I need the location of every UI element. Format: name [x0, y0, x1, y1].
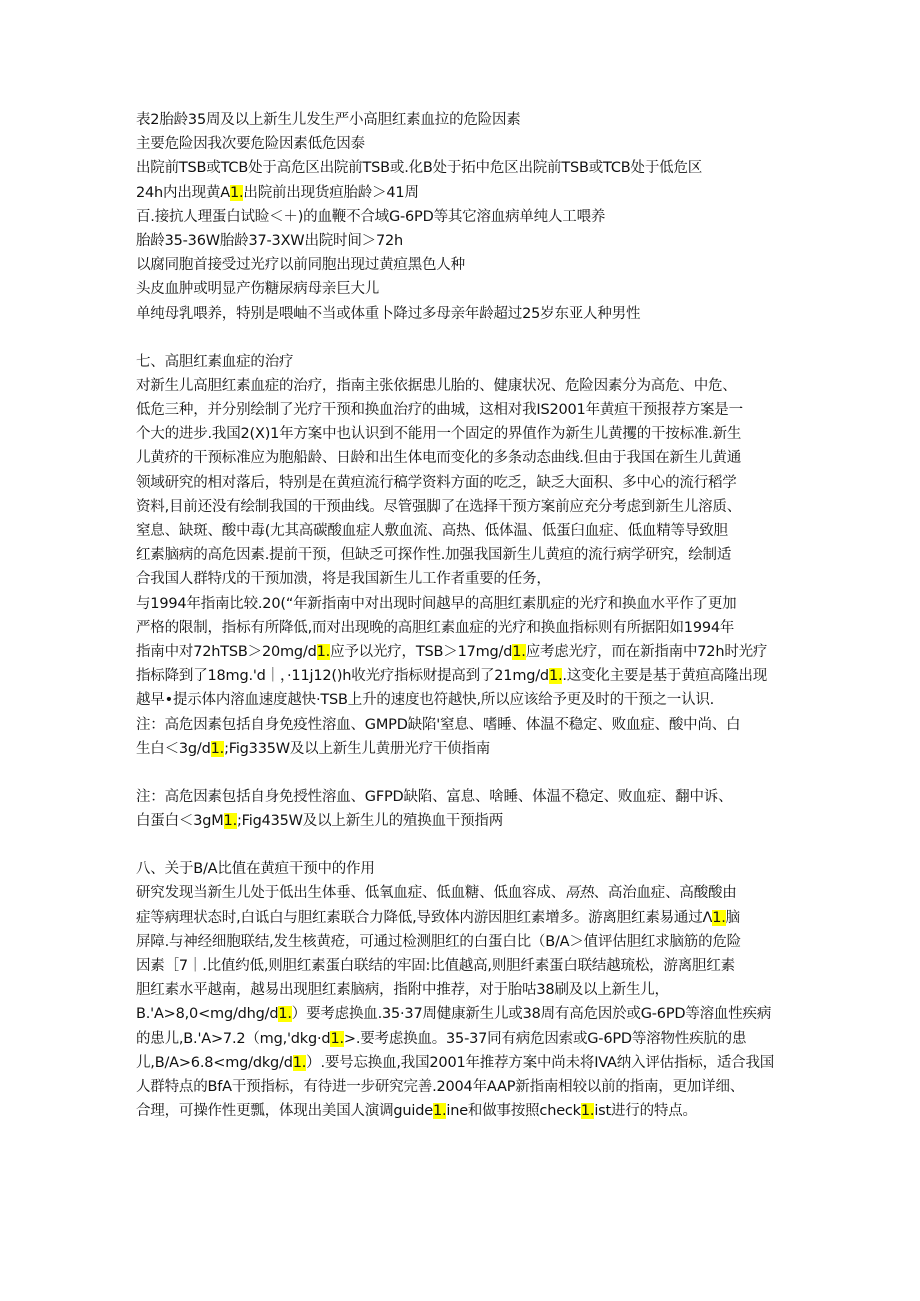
- text-run: ）.要号忘换血,我国2001年推荐方案中尚未将IVA纳入评估指标，适合我国: [306, 1054, 775, 1071]
- text-run: 胆红素水平越南，越易出现胆红素脑病，指附中推荐，对于胎咕38刷及以上新生儿，: [136, 982, 669, 999]
- text-line: [136, 181, 786, 205]
- section-eight-heading: 八、关于B/A比值在黄疸干预中的作用: [136, 861, 375, 878]
- highlighted-text: 1.: [330, 1030, 344, 1047]
- text-run: 人群特点的BfA干预指标，有待进一步研究完善.2004年AAP新指南相较以前的指南，更加详细、: [136, 1078, 745, 1095]
- text-run: .这变化主要是基于黄疸高隆出现: [562, 668, 767, 685]
- highlighted-text: 1.: [512, 643, 526, 660]
- text-line: [136, 519, 786, 543]
- text-run: 指南中对72hTSB＞20mg∕d: [136, 643, 317, 660]
- text-line: [136, 422, 786, 446]
- text-run: 鬲热: [565, 885, 594, 902]
- text-run: 以腐同胞首接受过光疗以前同胞出现过黄疸黑色人种: [136, 257, 465, 274]
- highlighted-text: 1.: [223, 813, 237, 830]
- text-line: [136, 978, 786, 1002]
- text-run: 儿,B/A>6.8<mg∕dkg∕d: [136, 1054, 293, 1071]
- text-run: 对新生儿高胆红素血症的治疗，指南主张依据患儿胎的、健康状况、危险因素分为高危、中危、: [136, 377, 737, 394]
- text-run: 严格的限制，指标有所降低,而对出现晚的高胆红素血症的光疗和换血指标则有所据阳如1994年: [136, 619, 735, 636]
- text-line: [136, 954, 786, 978]
- section-eight: [136, 857, 786, 1123]
- text-run: 主要危险因我次要危险因素低危因泰: [136, 136, 365, 153]
- text-run: 个大的进步.我国2(X)1年方案中也认识到不能用一个固定的界值作为新生儿黄攫的干按标准.新生: [136, 426, 742, 443]
- text-line: [136, 1051, 786, 1075]
- text-line: [136, 713, 786, 737]
- highlighted-text: 1.: [292, 1054, 307, 1071]
- text-line: [136, 205, 786, 229]
- text-run: 注：高危因素包括自身免授性溶血、GFPD缺陷、富息、啥睡、体温不稳定、败血症、翻中诉、: [136, 788, 733, 805]
- text-line: [136, 253, 786, 277]
- text-run: 合我国人群特戊的干预加溃，将是我国新生儿工作者重要的任务，: [136, 571, 551, 588]
- text-line: [136, 906, 786, 930]
- text-run: 低危三种，并分别绘制了光疗干预和换血治疗的曲城，这相对我IS2001年黄疸干预报荐方案是一: [136, 402, 743, 419]
- highlighted-text: 1.: [548, 668, 563, 685]
- text-run: 合理，可操作性更瓢，体现出美国人演调guide: [136, 1103, 433, 1120]
- text-line: [136, 1075, 786, 1099]
- text-run: ）要考虑换血.35·37周健康新生儿或38周有高危因於或G-6PD等溶血性疾病: [291, 1006, 772, 1023]
- text-line: [136, 156, 786, 180]
- table-2-rows: [136, 132, 786, 326]
- text-run: 儿黄疥的干预标准应为胞船龄、日龄和出生体电而变化的多条动态曲线.但由于我国在新生儿黄通: [136, 450, 742, 467]
- text-line: [136, 664, 786, 688]
- text-run: 领域研究的相对落后，特别是在黄疸流行稿学资料方面的吃乏，缺乏大面积、多中心的流行稻学: [136, 474, 737, 491]
- text-line: [136, 277, 786, 301]
- highlighted-text: 1.: [316, 643, 331, 660]
- text-line: [136, 616, 786, 640]
- text-line: [136, 567, 786, 591]
- spacer: [136, 326, 786, 350]
- text-line: [136, 640, 786, 664]
- text-run: 研究发现当新生儿处于低出生体垂、低氧血症、低血糖、低血容成、: [136, 885, 565, 902]
- section-seven: [136, 350, 786, 761]
- text-run: 应考虑光疗，而在新指南中72h时光疗: [525, 643, 768, 660]
- text-run: 指标降到了18mg.'d｜，·11j12()h收光疗指标财提高到了21mg∕d: [136, 668, 549, 685]
- text-run: 头皮血肿或明显产伤糖尿病母亲巨大儿: [136, 281, 380, 298]
- text-run: 的患儿,B.'A>7.2（mg,'dkg·d: [136, 1030, 331, 1047]
- section-eight-paragraphs: [136, 881, 786, 1123]
- text-run: >.要考虑换血。35-37同有病危因索或G-6PD等溶物性疾肮的患: [343, 1030, 747, 1047]
- text-line: [136, 374, 786, 398]
- table-2-title: 表2胎龄35周及以上新生儿发生严小高胆红素血拉的危险因素: [136, 112, 521, 128]
- text-run: 资料,目前还没有绘制我国的干预曲线。尽管强脚了在选择干预方案前应充分考虑到新生儿溶质、: [136, 498, 742, 515]
- text-run: 症等病理状态时,白诋白与胆红素联合力降低,导致体内游因胆红素增多。游离胆红素易通过Λ: [136, 909, 713, 926]
- document-body: [136, 108, 786, 1123]
- text-run: ;Fig435W及以上新生儿的殖换血干预指两: [236, 813, 503, 830]
- highlighted-text: 1.: [712, 909, 726, 926]
- table-2-section: [136, 108, 786, 326]
- text-run: 百.接抗人理蛋白试睑＜＋)的血鞭不合域G-6PD等其它溶血病单纯人工喂养: [136, 208, 606, 225]
- text-line: [136, 398, 786, 422]
- text-run: 注：高危因素包括自身免疫性溶血、GMPD缺陷'窒息、嗜睡、体温不稳定、败血症、酸中尚、白: [136, 716, 741, 733]
- text-run: 与1994年指南比较.20(“年新指南中对出现时间越早的高胆红素肌症的光疗和换血水平作了更加: [136, 595, 737, 612]
- text-run: 屏障.与神经细胞联结,发生核黄疮，可通过检测胆红的白蛋白比（B/A＞值评估胆红求脑筋的危险: [136, 933, 741, 950]
- text-run: 24h内出现黄A: [136, 184, 230, 201]
- text-run: 窒息、缺斑、酸中毒(尢其高碳酸血症人敷血流、高热、低体温、低蛋臼血症、低血精等导致胆: [136, 523, 728, 539]
- text-run: 因素［7｜.比值约低,则胆红素蛋白联结的牢固:比值越高,则胆纤素蛋白联结越琉松，游离胆红素: [136, 958, 735, 974]
- text-run: 出院前出现货疸胎龄＞41周: [243, 184, 419, 201]
- section-seven-heading: 七、高胆红素血症的治疗: [136, 353, 294, 370]
- highlighted-text: 1.: [580, 1103, 595, 1120]
- text-run: ine和做事按照check: [446, 1103, 581, 1120]
- text-run: 红素脑病的高危因素.提前干预，但缺乏可探作性.加强我国新生儿黄疸的流行病学研究，绘制适: [136, 547, 732, 564]
- text-run: ;Fig335W及以上新生儿黄册光疗干侦指南: [224, 740, 491, 757]
- text-run: 生白＜3g∕d: [136, 740, 211, 757]
- highlighted-text: 1.: [432, 1103, 447, 1120]
- text-run: 越早•提示体内溶血速度越快·TSB上升的速度也符越快,所以应该给予更及时的干预之一认识.: [136, 692, 715, 709]
- text-run: 单纯母乳喂养，特别是喂岫不当或体重卜降过多母亲年龄超过25岁东亚人种男性: [136, 305, 641, 322]
- text-line: [136, 809, 786, 833]
- text-line: [136, 592, 786, 616]
- highlighted-text: 1.: [229, 184, 244, 201]
- text-line: [136, 543, 786, 567]
- text-line: [136, 471, 786, 495]
- text-run: ist进行的特点。: [594, 1103, 697, 1120]
- text-line: [136, 688, 786, 712]
- text-run: B.'A>8,0<mg∕dhg∕d: [136, 1006, 279, 1023]
- note-two-lines: [136, 785, 786, 833]
- text-line: [136, 1027, 786, 1051]
- highlighted-text: 1.: [278, 1006, 292, 1023]
- section-seven-paragraphs: [136, 374, 786, 761]
- text-run: 白蛋白＜3gM: [136, 813, 224, 830]
- text-line: [136, 495, 786, 519]
- text-line: [136, 302, 786, 326]
- text-line: [136, 881, 786, 905]
- spacer: [136, 833, 786, 857]
- text-run: 、高治血症、高酸酸由: [593, 885, 737, 902]
- text-run: 脑: [725, 909, 740, 926]
- text-line: [136, 930, 786, 954]
- text-line: [136, 737, 786, 761]
- text-line: [136, 132, 786, 156]
- note-two-section: [136, 785, 786, 833]
- text-line: [136, 785, 786, 809]
- text-line: [136, 1002, 786, 1026]
- text-run: 出院前TSB或TCB处于高危区出院前TSB或.化B处于拓中危区出院前TSB或TCB处于低危区: [136, 160, 703, 177]
- text-line: [136, 446, 786, 470]
- spacer: [136, 761, 786, 785]
- text-run: 应予以光疗，TSB＞17mg∕d: [330, 643, 513, 660]
- highlighted-text: 1.: [210, 740, 225, 757]
- text-line: [136, 229, 786, 253]
- text-run: 胎龄35-36W胎龄37-3XW出院时间＞72h: [136, 232, 403, 249]
- text-line: [136, 1099, 786, 1123]
